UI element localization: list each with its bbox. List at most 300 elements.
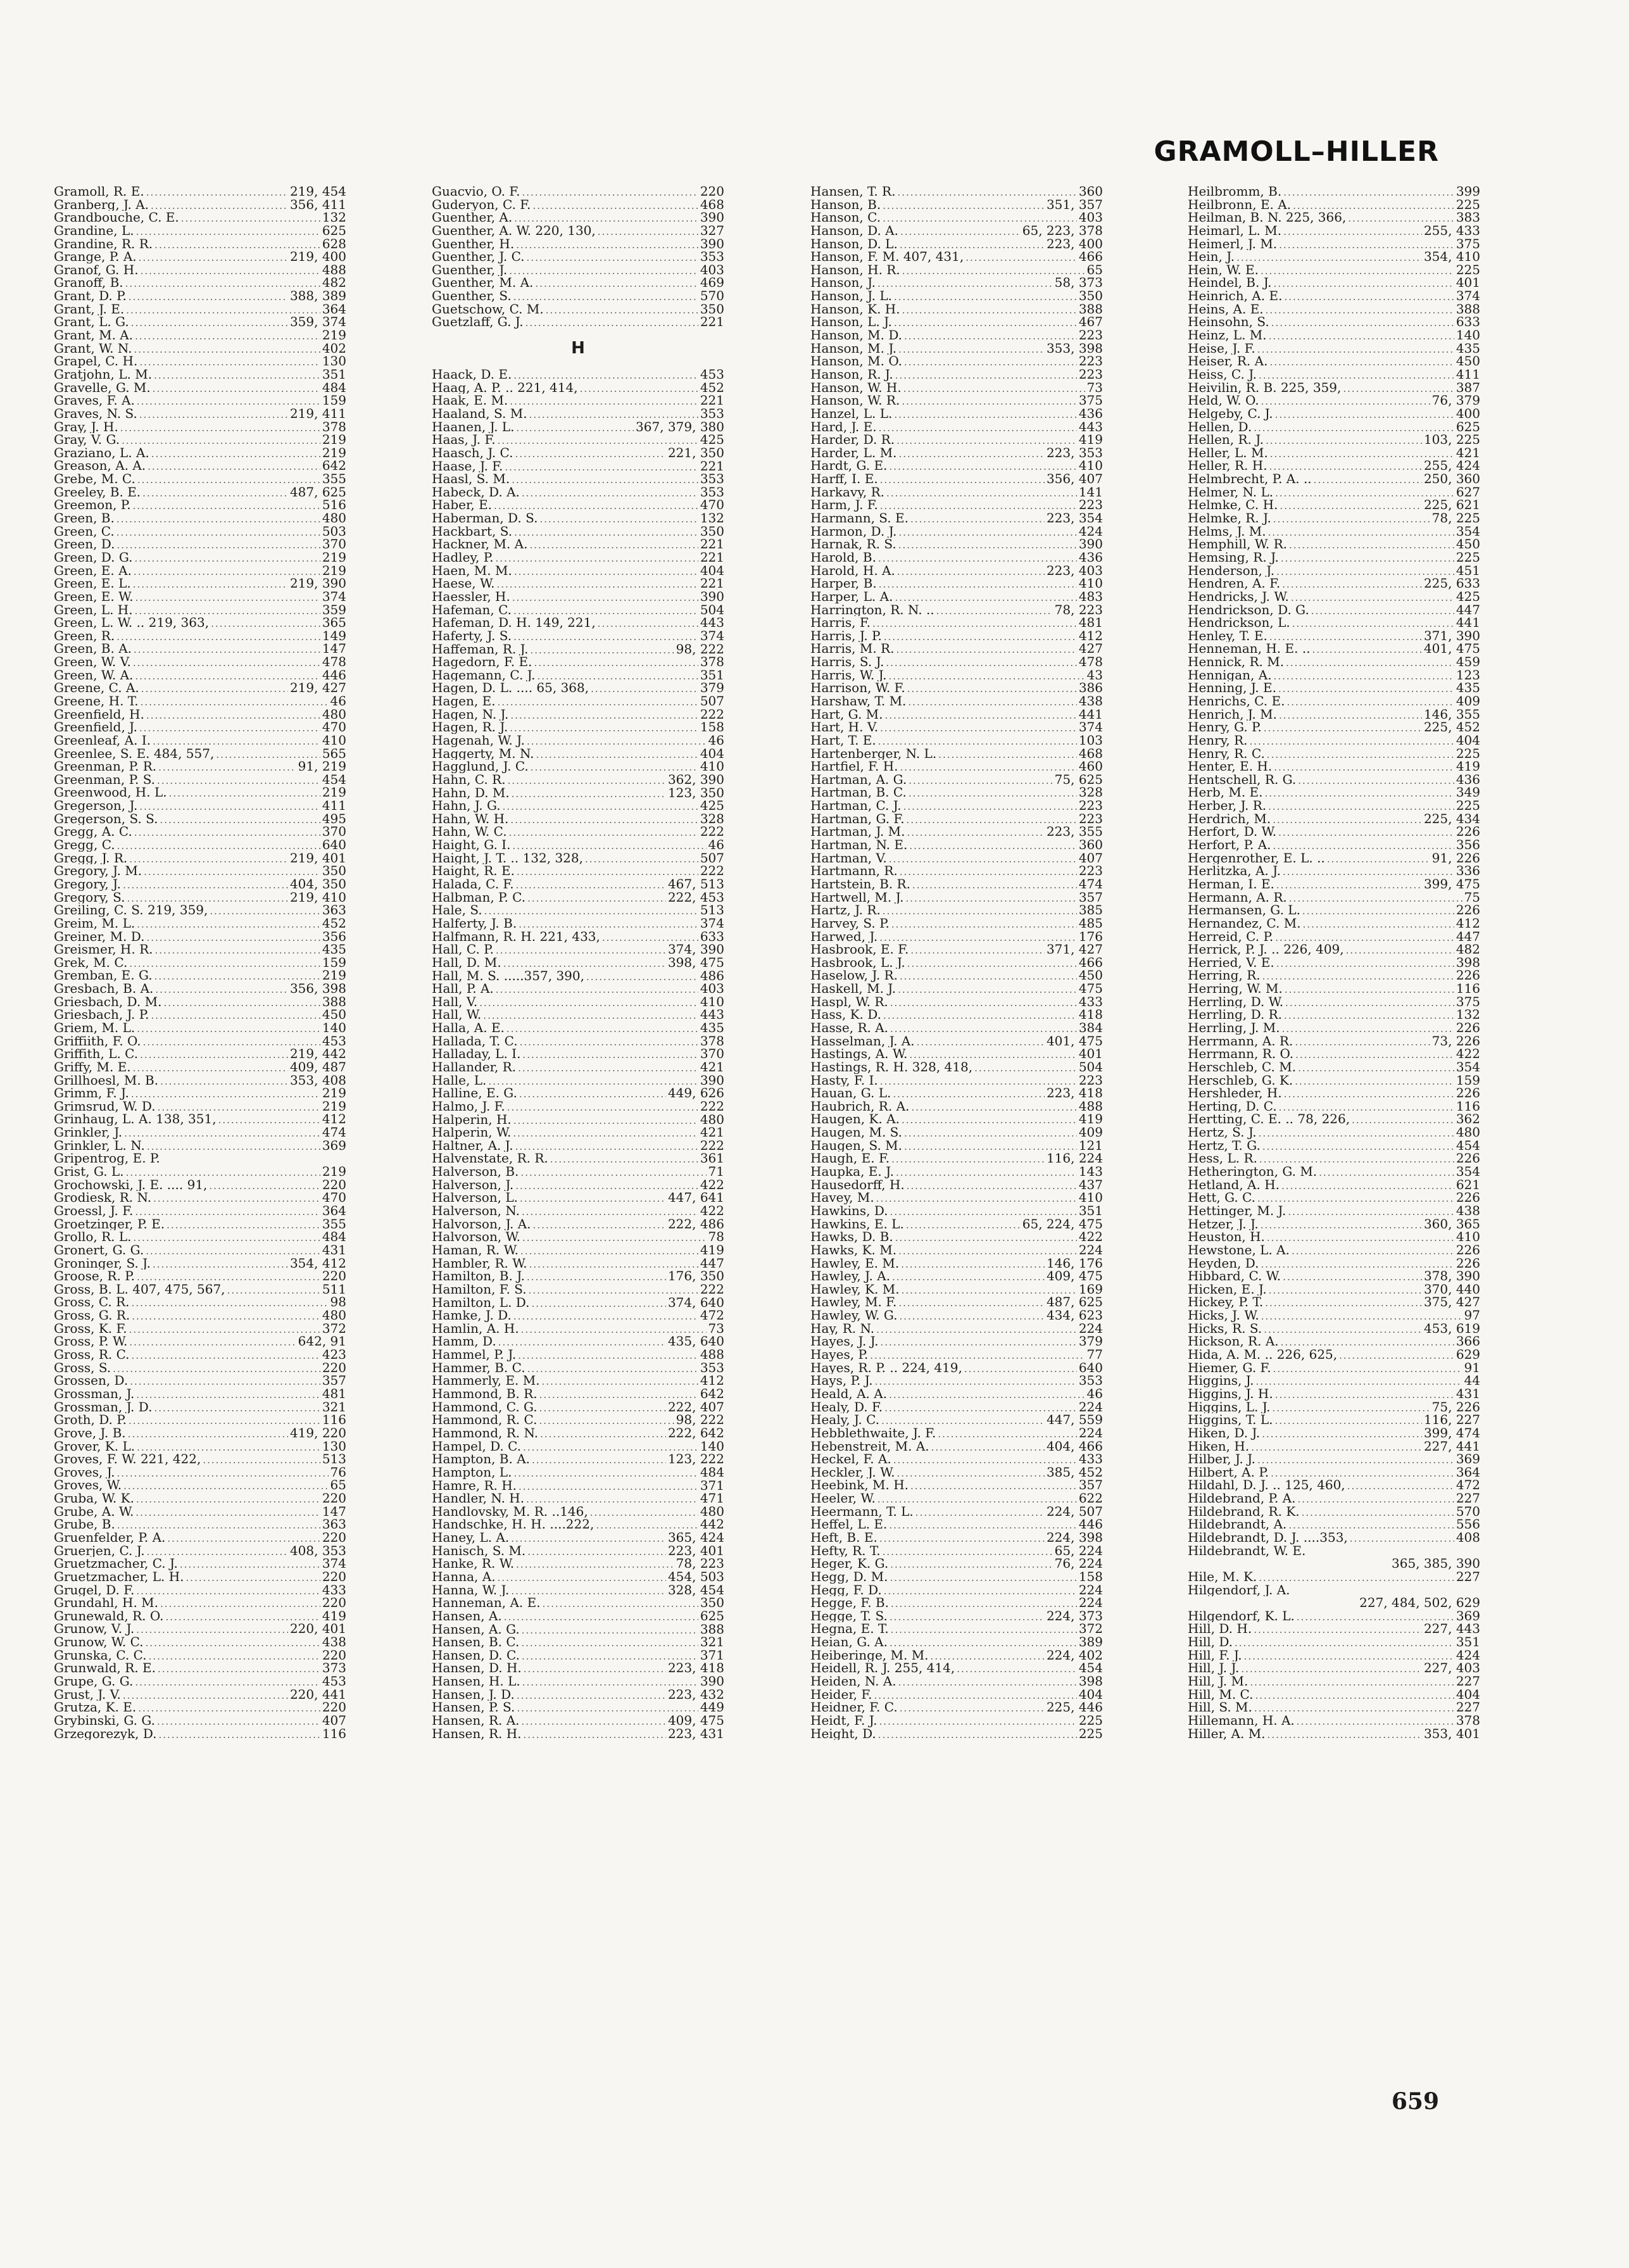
entry-name: Hartfiel, F. H. xyxy=(810,760,898,773)
index-entry xyxy=(54,211,346,224)
dot-leader xyxy=(879,1532,1045,1544)
entry-name: Haugen, M. S. xyxy=(810,1126,903,1139)
dot-leader xyxy=(907,957,1077,969)
entry-pages: 410 xyxy=(700,760,724,773)
entry-name: Halperin, W. xyxy=(432,1126,512,1139)
dot-leader xyxy=(591,683,698,695)
index-entry xyxy=(810,1165,1103,1178)
dot-leader xyxy=(891,1153,1045,1165)
entry-pages: 354, 410 xyxy=(1423,250,1480,263)
entry-pages: 424 xyxy=(1078,524,1103,538)
entry-name: Gross, G. R. xyxy=(54,1309,130,1322)
entry-pages: 467, 513 xyxy=(667,878,724,891)
entry-pages: 367, 379, 380 xyxy=(636,420,724,434)
entry-name: Hicks, J. W. xyxy=(1188,1309,1259,1322)
dot-leader xyxy=(137,1271,320,1283)
dot-leader xyxy=(890,997,1077,1009)
entry-pages: 375 xyxy=(1456,237,1480,251)
dot-leader xyxy=(1257,1454,1454,1466)
entry-pages: 433 xyxy=(322,1583,346,1597)
index-entry xyxy=(54,1269,346,1283)
dot-leader xyxy=(893,1088,1045,1100)
entry-name: Harrington, R. N. .. xyxy=(810,603,934,617)
entry-pages: 412 xyxy=(322,1112,346,1126)
entry-name: Green, C. xyxy=(54,524,115,538)
dot-leader xyxy=(154,369,320,381)
entry-pages: 321 xyxy=(700,1635,724,1649)
entry-pages: 372 xyxy=(322,1321,346,1335)
entry-name: Gross, S. xyxy=(54,1361,111,1375)
entry-pages: 410 xyxy=(1078,459,1103,473)
entry-pages: 43 xyxy=(1086,668,1103,682)
entry-pages: 403 xyxy=(700,982,724,995)
dot-leader xyxy=(1268,800,1454,812)
entry-pages: 454, 503 xyxy=(667,1570,724,1584)
entry-pages: 433 xyxy=(1078,1452,1103,1466)
entry-pages: 130 xyxy=(322,355,346,368)
entry-group-g xyxy=(432,185,724,329)
entry-pages: 431 xyxy=(322,1243,346,1257)
dot-leader xyxy=(1286,657,1454,669)
entry-pages: 226 xyxy=(1456,904,1480,917)
dot-leader xyxy=(133,657,320,669)
dot-leader xyxy=(909,1049,1077,1061)
entry-pages: 384 xyxy=(1078,1021,1103,1035)
dot-leader xyxy=(1293,199,1454,211)
index-entry xyxy=(1188,904,1480,917)
entry-name: Hiken, H. xyxy=(1188,1439,1250,1453)
entry-name: Groose, R. P. xyxy=(54,1269,135,1283)
index-entry xyxy=(1188,1544,1480,1558)
entry-name: Gross, C. R. xyxy=(54,1295,130,1309)
index-entry xyxy=(432,1714,724,1727)
dot-leader xyxy=(1273,840,1454,852)
index-entry xyxy=(810,1218,1103,1231)
entry-name: Hammer, B. C. xyxy=(432,1361,525,1375)
dot-leader xyxy=(540,1428,666,1440)
index-entry xyxy=(1188,590,1480,603)
dot-leader xyxy=(498,1572,666,1584)
dot-leader xyxy=(1259,1127,1454,1139)
dot-leader xyxy=(521,1323,707,1335)
entry-pages: 255, 433 xyxy=(1423,224,1480,237)
entry-pages: 250, 360 xyxy=(1423,472,1480,486)
dot-leader xyxy=(498,696,698,708)
entry-pages: 219, 411 xyxy=(289,406,346,420)
dot-leader xyxy=(1298,1062,1454,1074)
entry-pages: 627 xyxy=(1456,485,1480,499)
entry-name: Haugen, S. M. xyxy=(810,1138,903,1152)
index-column-2 xyxy=(432,185,724,1740)
entry-name: Harnak, R. S. xyxy=(810,538,896,551)
entry-name: Haanen, J. L. xyxy=(432,420,515,434)
index-entry xyxy=(54,250,346,263)
entry-pages: 98, 222 xyxy=(676,642,724,656)
entry-pages: 374 xyxy=(700,629,724,643)
dot-leader xyxy=(878,552,1077,564)
entry-name: Grimm, F. J. xyxy=(54,1087,129,1100)
dot-leader xyxy=(1295,1036,1430,1048)
entry-name: Heilbromm, B. xyxy=(1188,185,1282,198)
entry-name: Gross, K. F. xyxy=(54,1321,127,1335)
entry-name: Grek, M. C. xyxy=(54,955,128,969)
entry-pages: 640 xyxy=(1078,1361,1103,1375)
entry-pages: 350 xyxy=(700,1596,724,1610)
index-entry xyxy=(810,1139,1103,1152)
entry-pages: 409, 475 xyxy=(1046,1269,1103,1283)
entry-name: Guacvio, O. F. xyxy=(432,185,520,198)
dot-leader xyxy=(120,422,320,434)
dot-leader xyxy=(479,997,698,1009)
entry-name: Green, W. A. xyxy=(54,668,134,682)
dot-leader xyxy=(531,1297,665,1309)
entry-name: Gregerson, S. S. xyxy=(54,812,158,826)
entry-pages: 374, 390 xyxy=(667,943,724,956)
entry-name: Hemphill, W. R. xyxy=(1188,538,1288,551)
index-entry xyxy=(1188,342,1480,355)
dot-leader xyxy=(1279,239,1454,251)
index-entry xyxy=(1188,211,1480,224)
dot-leader xyxy=(218,1114,320,1126)
index-entry xyxy=(54,943,346,956)
entry-pages: 223, 418 xyxy=(667,1661,724,1675)
entry-pages: 219 xyxy=(322,329,346,342)
index-entry xyxy=(432,198,724,211)
entry-pages: 225 xyxy=(1456,550,1480,564)
index-entry xyxy=(1188,512,1480,525)
entry-name: Hamre, R. H. xyxy=(432,1478,517,1492)
index-entry xyxy=(54,315,346,329)
dot-leader xyxy=(531,761,698,773)
dot-leader xyxy=(514,565,698,577)
dot-leader xyxy=(1288,1519,1454,1531)
dot-leader xyxy=(154,1402,320,1414)
index-entry xyxy=(54,1257,346,1270)
entry-name: Hall, D. M. xyxy=(432,955,501,969)
dot-leader xyxy=(877,1493,1077,1505)
entry-name: Grodiesk, R. N. xyxy=(54,1191,152,1204)
entry-name: Hansen, H. L. xyxy=(432,1675,520,1688)
dot-leader xyxy=(905,892,1076,904)
entry-name: Hagenah, W. J. xyxy=(432,733,525,747)
entry-pages: 436 xyxy=(1078,550,1103,564)
entry-name: Herrmann, A. R. xyxy=(1188,1034,1293,1048)
entry-name: Grzegorezyk, D. xyxy=(54,1727,157,1741)
dot-leader xyxy=(527,1271,666,1283)
entry-pages: 388, 389 xyxy=(289,289,346,303)
index-entry xyxy=(54,930,346,943)
dot-leader xyxy=(510,814,698,826)
entry-name: Hafeman, D. H. 149, 221, xyxy=(432,616,596,629)
dot-leader xyxy=(137,395,320,407)
entry-pages: 224 xyxy=(1078,1426,1103,1440)
index-entry xyxy=(432,852,724,865)
dot-leader xyxy=(139,800,320,812)
entry-pages: 513 xyxy=(700,904,724,917)
entry-pages: 410 xyxy=(700,995,724,1009)
entry-name: Haese, W. xyxy=(432,577,495,590)
dot-leader xyxy=(903,800,1077,812)
entry-pages: 73 xyxy=(1086,381,1103,394)
dot-leader xyxy=(116,513,320,525)
entry-pages: 356 xyxy=(1456,838,1480,852)
entry-name: Hanke, R. W. xyxy=(432,1557,515,1570)
dot-leader xyxy=(890,1611,1045,1623)
entry-name: Hegna, E. T. xyxy=(810,1622,889,1636)
entry-pages: 365, 385, 390 xyxy=(1392,1557,1480,1570)
dot-leader xyxy=(165,1611,320,1623)
entry-pages: 44 xyxy=(1464,1374,1480,1387)
entry-pages: 327 xyxy=(700,224,724,237)
dot-leader xyxy=(910,513,1045,525)
entry-name: Harshaw, T. M. xyxy=(810,694,907,708)
index-entry xyxy=(810,681,1103,695)
entry-pages: 419 xyxy=(1078,1112,1103,1126)
dot-leader xyxy=(517,1689,666,1701)
dot-leader xyxy=(1256,1375,1462,1387)
entry-name: Grube, A. W. xyxy=(54,1504,134,1518)
entry-name: Gresbach, B. A. xyxy=(54,982,154,995)
dot-leader xyxy=(137,918,320,930)
entry-name: Hanson, J. L. xyxy=(810,289,892,303)
dot-leader xyxy=(135,330,320,342)
dot-leader xyxy=(524,1729,666,1741)
dot-leader xyxy=(117,1519,320,1531)
entry-name: Greenfield, H. xyxy=(54,707,144,721)
index-entry xyxy=(810,1152,1103,1165)
dot-leader xyxy=(522,1049,698,1061)
dot-leader xyxy=(1278,683,1454,695)
entry-pages: 226 xyxy=(1456,1243,1480,1257)
entry-pages: 223, 401 xyxy=(667,1544,724,1558)
index-entry xyxy=(54,1295,346,1309)
entry-pages: 422 xyxy=(1078,1230,1103,1244)
entry-pages: 219 xyxy=(322,1087,346,1100)
entry-name: Grinkler, J. xyxy=(54,1126,123,1139)
entry-name: Heimarl, L. M. xyxy=(1188,224,1282,237)
entry-name: Hanson, M. O. xyxy=(810,355,902,368)
entry-name: Haag, A. P. .. 221, 414, xyxy=(432,381,578,394)
index-entry xyxy=(1188,1492,1480,1505)
index-entry xyxy=(54,1335,346,1348)
dot-leader xyxy=(125,277,320,289)
dot-leader xyxy=(974,1062,1077,1074)
entry-pages: 371 xyxy=(700,1478,724,1492)
entry-pages: 328, 454 xyxy=(667,1583,724,1597)
dot-leader xyxy=(139,408,288,420)
entry-name: Henning, J. E. xyxy=(1188,681,1276,695)
index-entry xyxy=(810,1178,1103,1192)
index-entry xyxy=(1188,1478,1480,1492)
entry-pages: 404 xyxy=(700,747,724,760)
entry-name: Handschke, H. H. ....222, xyxy=(432,1518,594,1532)
dot-leader xyxy=(1261,1219,1422,1231)
entry-name: Hays, P. J. xyxy=(810,1374,873,1387)
index-entry xyxy=(810,1008,1103,1021)
entry-name: Hegg, F. D. xyxy=(810,1583,882,1597)
dot-leader xyxy=(160,1597,320,1610)
index-entry xyxy=(54,995,346,1009)
entry-pages: 421 xyxy=(1456,446,1480,460)
dot-leader xyxy=(1297,1611,1454,1623)
entry-name: Gray, J. H. xyxy=(54,420,118,434)
entry-pages: 422 xyxy=(1456,1047,1480,1061)
dot-leader xyxy=(880,1336,1076,1348)
index-entry xyxy=(54,1126,346,1139)
dot-leader xyxy=(1266,434,1422,446)
entry-pages: 410 xyxy=(1078,1191,1103,1204)
dot-leader xyxy=(909,774,1052,786)
index-entry xyxy=(1188,289,1480,303)
index-entry xyxy=(810,1335,1103,1348)
entry-name: Hegge, T. S. xyxy=(810,1609,888,1623)
entry-pages: 364 xyxy=(322,1204,346,1218)
index-entry xyxy=(1188,237,1480,251)
entry-name: Grossen, D. xyxy=(54,1374,129,1387)
dot-leader xyxy=(135,1506,320,1518)
dot-leader xyxy=(1284,1088,1454,1100)
entry-pages: 116, 224 xyxy=(1046,1152,1103,1166)
entry-name: Green, B. xyxy=(54,512,115,525)
entry-pages: 224, 373 xyxy=(1046,1609,1103,1623)
entry-pages: 220 xyxy=(322,1648,346,1662)
dot-leader xyxy=(1295,1049,1454,1061)
entry-name: Harmon, D. J. xyxy=(810,524,897,538)
index-entry xyxy=(810,1584,1103,1597)
entry-name: Heise, J. F. xyxy=(1188,341,1255,355)
entry-pages: 478 xyxy=(1078,655,1103,669)
index-entry xyxy=(54,655,346,669)
entry-name: Green, E. W. xyxy=(54,589,134,603)
index-entry xyxy=(54,1244,346,1257)
entry-pages: 466 xyxy=(1078,955,1103,969)
entry-pages: 350 xyxy=(322,864,346,878)
entry-name: Hansen, D. C. xyxy=(432,1648,520,1662)
dot-leader xyxy=(1282,1023,1454,1035)
index-entry xyxy=(432,512,724,525)
entry-pages: 474 xyxy=(1078,877,1103,891)
index-entry xyxy=(54,329,346,342)
entry-name: Heller, R. H. xyxy=(1188,459,1267,473)
entry-name: Guenther, S. xyxy=(432,289,512,303)
entry-name: Heyden, D. xyxy=(1188,1256,1259,1270)
entry-name: Hiller, A. M. xyxy=(1188,1727,1266,1741)
index-entry xyxy=(810,1544,1103,1558)
entry-pages: 447 xyxy=(1456,603,1480,617)
index-entry xyxy=(54,1492,346,1505)
index-entry xyxy=(1188,838,1480,852)
entry-name: Herrick, P. J. .. 226, 409, xyxy=(1188,943,1344,956)
index-entry xyxy=(432,786,724,800)
entry-pages: 633 xyxy=(1456,315,1480,329)
index-entry xyxy=(1188,1452,1480,1466)
entry-name: Herrmann, R. O. xyxy=(1188,1047,1294,1061)
dot-leader xyxy=(511,1585,666,1597)
entry-name: Herreid, C. P. xyxy=(1188,929,1274,943)
entry-name: Harvey, S. P. xyxy=(810,916,890,930)
dot-leader xyxy=(516,422,634,434)
index-entry xyxy=(432,303,724,316)
entry-pages: 76, 379 xyxy=(1431,394,1480,407)
dot-leader xyxy=(484,905,698,917)
index-entry xyxy=(1188,852,1480,865)
dot-leader xyxy=(513,1127,698,1139)
entry-name: Hauan, G. L. xyxy=(810,1087,891,1100)
entry-name: Hertz, T. G. xyxy=(1188,1138,1261,1152)
index-entry xyxy=(1188,695,1480,708)
entry-pages: 495 xyxy=(322,812,346,826)
index-entry xyxy=(54,1518,346,1531)
entry-name: Henrichs, C. E. xyxy=(1188,694,1285,708)
dot-leader xyxy=(186,1572,320,1584)
index-entry xyxy=(1188,1635,1480,1649)
dot-leader xyxy=(874,1689,1077,1701)
index-entry xyxy=(54,538,346,551)
entry-name: Hickson, R. A. xyxy=(1188,1335,1279,1349)
index-entry xyxy=(432,1309,724,1322)
dot-leader xyxy=(131,317,288,329)
index-entry xyxy=(54,1139,346,1152)
entry-pages: 447 xyxy=(1456,929,1480,943)
dot-leader xyxy=(907,683,1077,695)
dot-leader xyxy=(154,239,320,251)
dot-leader xyxy=(878,735,1077,747)
entry-name: Higgins, T. L. xyxy=(1188,1413,1273,1427)
entry-name: Hanna, W. J. xyxy=(432,1583,510,1597)
entry-name: Grutza, K. E. xyxy=(54,1701,137,1714)
dot-leader xyxy=(1267,1729,1422,1741)
entry-name: Heins, A. E. xyxy=(1188,302,1264,316)
index-entry xyxy=(1188,472,1480,486)
index-entry-continuation xyxy=(1188,1596,1480,1610)
entry-pages: 570 xyxy=(1456,1504,1480,1518)
dot-leader xyxy=(931,1441,1045,1453)
index-entry xyxy=(1188,1178,1480,1192)
entry-name: Hagen, R. J. xyxy=(432,721,508,734)
dot-leader xyxy=(1257,1192,1454,1204)
index-entry xyxy=(54,472,346,486)
index-entry xyxy=(810,1440,1103,1453)
dot-leader xyxy=(885,709,1077,721)
entry-name: Henry, G. P. xyxy=(1188,721,1262,734)
entry-name: Guenther, A. xyxy=(432,211,513,224)
index-entry xyxy=(810,1492,1103,1505)
entry-pages: 219 xyxy=(322,446,346,460)
dot-leader xyxy=(116,526,320,538)
entry-pages: 404, 466 xyxy=(1046,1439,1103,1453)
dot-leader xyxy=(898,983,1077,995)
index-entry xyxy=(432,1557,724,1570)
entry-pages: 140 xyxy=(700,1439,724,1453)
entry-pages: 419 xyxy=(700,1243,724,1257)
dot-leader xyxy=(1259,1572,1454,1584)
entry-pages: 223, 431 xyxy=(667,1727,724,1741)
dot-leader xyxy=(513,369,698,381)
dot-leader xyxy=(1292,617,1454,629)
entry-name: Haberman, D. S. xyxy=(432,512,538,525)
entry-pages: 222 xyxy=(700,825,724,839)
entry-name: Hertting, C. E. .. 78, 226, xyxy=(1188,1112,1350,1126)
entry-pages: 219 xyxy=(322,1165,346,1178)
entry-name: Hanzel, L. L. xyxy=(810,406,893,420)
entry-name: Hansen, D. H. xyxy=(432,1661,522,1675)
entry-name: Griesbach, J. P. xyxy=(54,1008,149,1021)
entry-pages: 360, 365 xyxy=(1423,1217,1480,1231)
entry-pages: 483 xyxy=(1078,589,1103,603)
index-entry xyxy=(810,773,1103,786)
index-entry xyxy=(1188,1322,1480,1335)
dot-leader xyxy=(158,1101,320,1113)
